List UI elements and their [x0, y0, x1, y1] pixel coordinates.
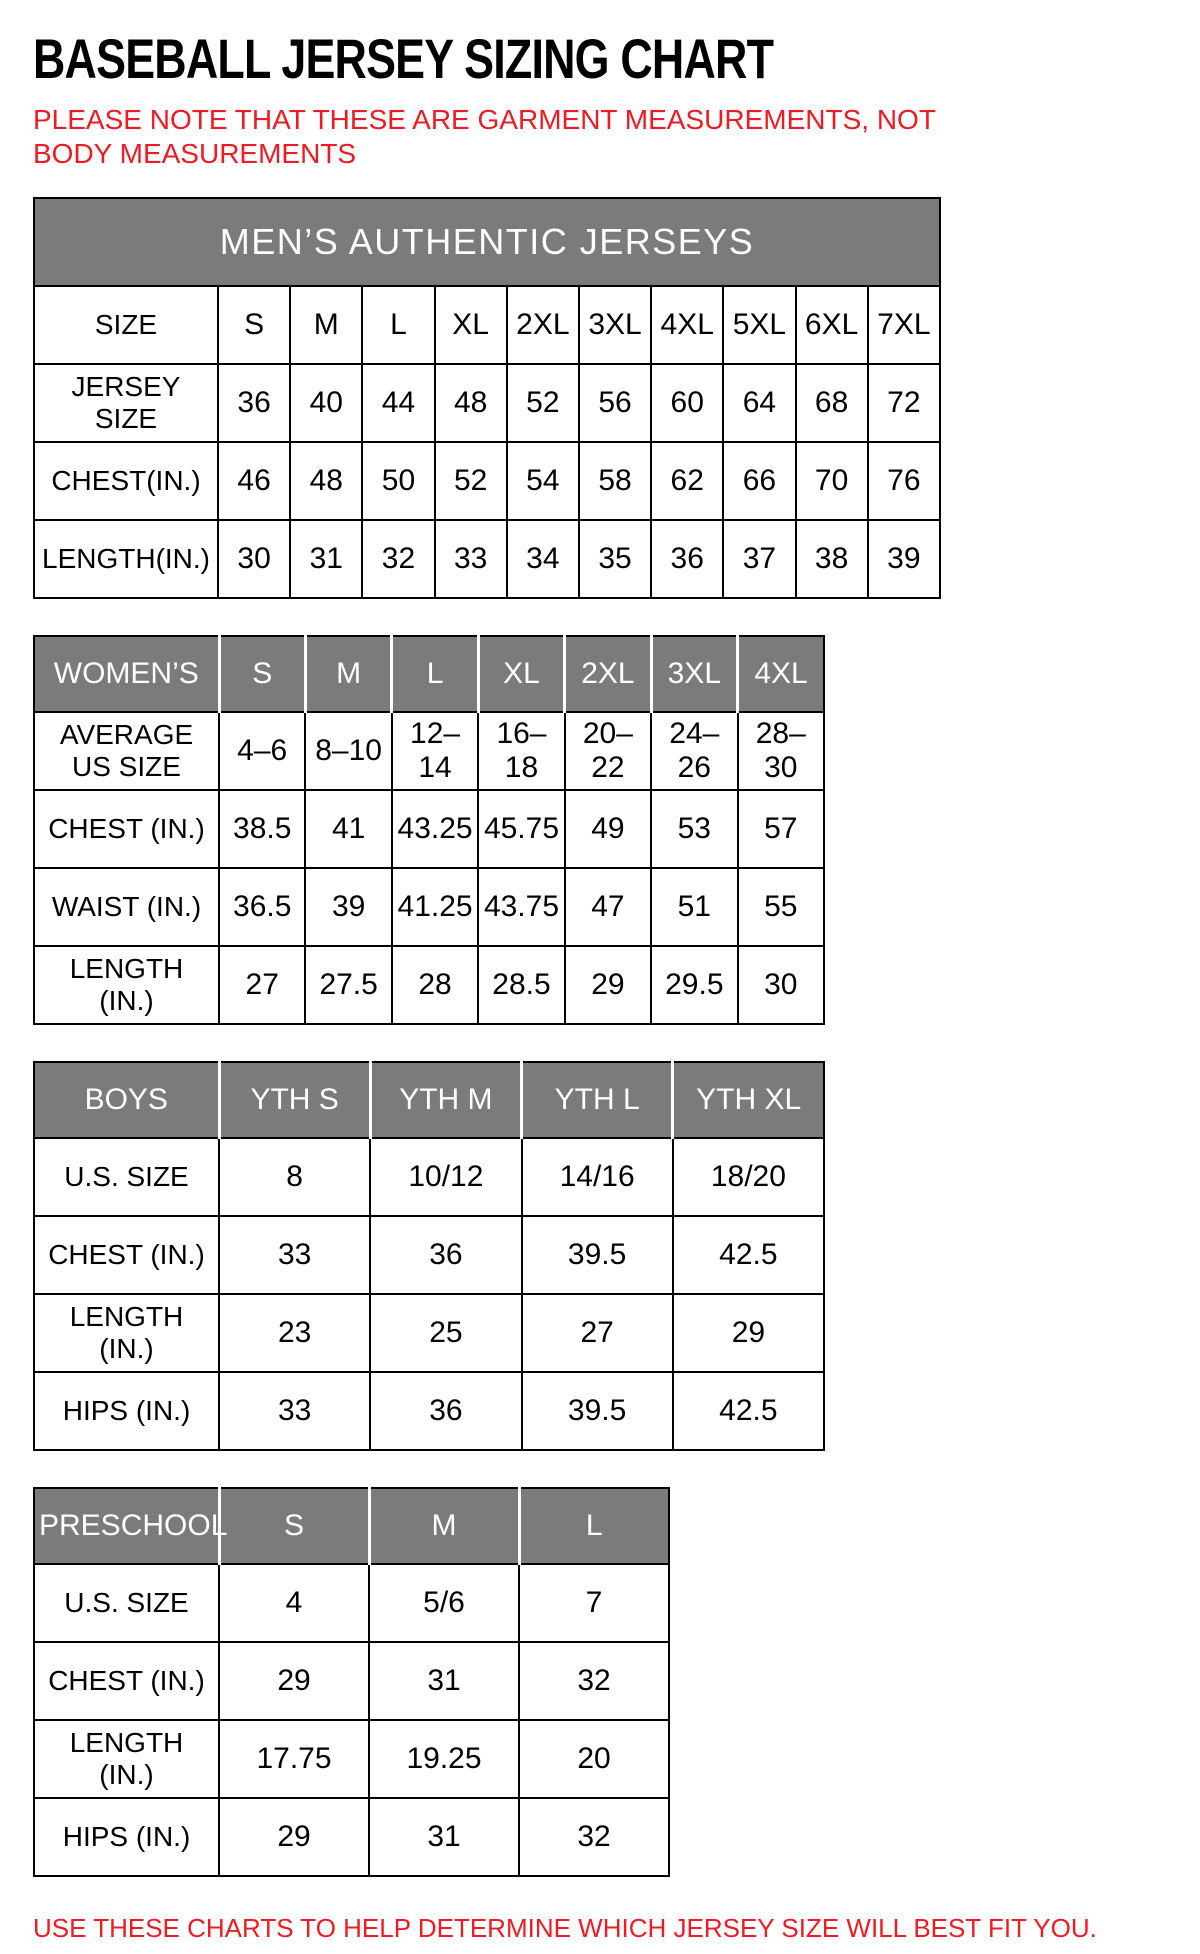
value-cell: 27.5 — [305, 946, 391, 1024]
size-header-cell: YTH XL — [673, 1062, 824, 1138]
value-cell: 31 — [369, 1642, 519, 1720]
value-cell: 17.75 — [219, 1720, 369, 1798]
value-cell: L — [362, 286, 434, 364]
value-cell: 25 — [370, 1294, 521, 1372]
table-header-row — [34, 1488, 669, 1564]
value-cell: 56 — [579, 364, 651, 442]
value-cell: 62 — [651, 442, 723, 520]
value-cell: 64 — [723, 364, 795, 442]
value-cell: 36 — [370, 1372, 521, 1450]
value-cell: 60 — [651, 364, 723, 442]
mens-table-title: MEN’S AUTHENTIC JERSEYS — [34, 198, 940, 286]
table-row — [34, 1798, 669, 1876]
value-cell: 49 — [565, 790, 651, 868]
value-cell: 51 — [651, 868, 737, 946]
row-label: U.S. SIZE — [34, 1138, 219, 1216]
value-cell: 39 — [868, 520, 940, 598]
table-row — [34, 790, 824, 868]
value-cell: 39 — [305, 868, 391, 946]
row-label: CHEST (IN.) — [34, 1642, 219, 1720]
value-cell: 12–14 — [392, 712, 478, 790]
value-cell: 29 — [673, 1294, 824, 1372]
womens-jerseys-table — [33, 635, 825, 1025]
value-cell: 54 — [507, 442, 579, 520]
size-header-cell: 3XL — [651, 636, 737, 712]
value-cell: 4 — [219, 1564, 369, 1642]
value-cell: 42.5 — [673, 1372, 824, 1450]
value-cell: 32 — [519, 1798, 669, 1876]
row-label: LENGTH (IN.) — [34, 946, 219, 1024]
table-row — [34, 868, 824, 946]
row-label: LENGTH(IN.) — [34, 520, 218, 598]
value-cell: 76 — [868, 442, 940, 520]
value-cell: 32 — [519, 1642, 669, 1720]
row-label: SIZE — [34, 286, 218, 364]
footer-note: USE THESE CHARTS TO HELP DETERMINE WHICH JERSEY SIZE WILL BEST FIT YOU. — [33, 1913, 1097, 1944]
table-row — [34, 1720, 669, 1798]
row-label: CHEST (IN.) — [34, 790, 219, 868]
size-header-cell: M — [369, 1488, 519, 1564]
value-cell: 5/6 — [369, 1564, 519, 1642]
value-cell: 19.25 — [369, 1720, 519, 1798]
value-cell: 45.75 — [478, 790, 564, 868]
preschool-jerseys-table — [33, 1487, 670, 1877]
value-cell: 7XL — [868, 286, 940, 364]
value-cell: 24–26 — [651, 712, 737, 790]
table-row — [34, 442, 940, 520]
size-header-cell: YTH M — [370, 1062, 521, 1138]
value-cell: 37 — [723, 520, 795, 598]
value-cell: 28.5 — [478, 946, 564, 1024]
value-cell: 72 — [868, 364, 940, 442]
size-header-cell: 4XL — [738, 636, 824, 712]
value-cell: 34 — [507, 520, 579, 598]
size-header-cell: YTH S — [219, 1062, 370, 1138]
value-cell: 28 — [392, 946, 478, 1024]
value-cell: 32 — [362, 520, 434, 598]
value-cell: 41 — [305, 790, 391, 868]
value-cell: 38 — [796, 520, 868, 598]
table-row — [34, 1138, 824, 1216]
page-title: BASEBALL JERSEY SIZING CHART — [33, 27, 774, 90]
value-cell: 46 — [218, 442, 290, 520]
value-cell: 3XL — [579, 286, 651, 364]
value-cell: 31 — [290, 520, 362, 598]
value-cell: 20–22 — [565, 712, 651, 790]
value-cell: 6XL — [796, 286, 868, 364]
value-cell: 27 — [219, 946, 305, 1024]
size-header-cell: S — [219, 636, 305, 712]
value-cell: 58 — [579, 442, 651, 520]
garment-measurement-note: PLEASE NOTE THAT THESE ARE GARMENT MEASUREMENTS, NOT BODY MEASUREMENTS — [33, 104, 936, 170]
table-row — [34, 1564, 669, 1642]
value-cell: 29 — [219, 1642, 369, 1720]
value-cell: 29.5 — [651, 946, 737, 1024]
row-label: HIPS (IN.) — [34, 1798, 219, 1876]
row-label: WAIST (IN.) — [34, 868, 219, 946]
value-cell: 38.5 — [219, 790, 305, 868]
size-header-cell: YTH L — [522, 1062, 673, 1138]
row-label: CHEST (IN.) — [34, 1216, 219, 1294]
value-cell: XL — [435, 286, 507, 364]
value-cell: 33 — [219, 1372, 370, 1450]
value-cell: 50 — [362, 442, 434, 520]
value-cell: 29 — [565, 946, 651, 1024]
value-cell: 14/16 — [522, 1138, 673, 1216]
table-row — [34, 1294, 824, 1372]
table-row — [34, 946, 824, 1024]
value-cell: 39.5 — [522, 1372, 673, 1450]
value-cell: 4–6 — [219, 712, 305, 790]
row-label: LENGTH (IN.) — [34, 1294, 219, 1372]
value-cell: 20 — [519, 1720, 669, 1798]
value-cell: 5XL — [723, 286, 795, 364]
row-label: LENGTH (IN.) — [34, 1720, 219, 1798]
size-header-cell: L — [519, 1488, 669, 1564]
value-cell: 7 — [519, 1564, 669, 1642]
table-header-label: WOMEN’S — [34, 636, 219, 712]
row-label: CHEST(IN.) — [34, 442, 218, 520]
value-cell: 55 — [738, 868, 824, 946]
value-cell: 28–30 — [738, 712, 824, 790]
value-cell: 8 — [219, 1138, 370, 1216]
table-header-row — [34, 1062, 824, 1138]
value-cell: M — [290, 286, 362, 364]
table-row — [34, 712, 824, 790]
value-cell: 30 — [218, 520, 290, 598]
mens-table-title-row — [34, 198, 940, 286]
value-cell: 31 — [369, 1798, 519, 1876]
value-cell: 48 — [290, 442, 362, 520]
value-cell: 57 — [738, 790, 824, 868]
size-header-cell: S — [219, 1488, 369, 1564]
size-header-cell: XL — [478, 636, 564, 712]
value-cell: 36 — [218, 364, 290, 442]
size-header-cell: L — [392, 636, 478, 712]
table-row — [34, 1216, 824, 1294]
table-header-label: BOYS — [34, 1062, 219, 1138]
value-cell: 18/20 — [673, 1138, 824, 1216]
row-label: JERSEY SIZE — [34, 364, 218, 442]
row-label: U.S. SIZE — [34, 1564, 219, 1642]
boys-jerseys-table — [33, 1061, 825, 1451]
value-cell: 29 — [219, 1798, 369, 1876]
value-cell: 47 — [565, 868, 651, 946]
value-cell: 52 — [507, 364, 579, 442]
value-cell: 33 — [435, 520, 507, 598]
value-cell: 33 — [219, 1216, 370, 1294]
table-row — [34, 520, 940, 598]
value-cell: 66 — [723, 442, 795, 520]
value-cell: 10/12 — [370, 1138, 521, 1216]
table-header-label: PRESCHOOL — [34, 1488, 219, 1564]
value-cell: 16–18 — [478, 712, 564, 790]
value-cell: 43.25 — [392, 790, 478, 868]
table-header-row — [34, 636, 824, 712]
value-cell: 52 — [435, 442, 507, 520]
value-cell: 36.5 — [219, 868, 305, 946]
value-cell: 53 — [651, 790, 737, 868]
row-label: HIPS (IN.) — [34, 1372, 219, 1450]
value-cell: 30 — [738, 946, 824, 1024]
value-cell: 2XL — [507, 286, 579, 364]
value-cell: 48 — [435, 364, 507, 442]
size-header-cell: 2XL — [565, 636, 651, 712]
mens-jerseys-table — [33, 197, 941, 599]
table-row — [34, 1642, 669, 1720]
value-cell: 36 — [651, 520, 723, 598]
value-cell: 4XL — [651, 286, 723, 364]
row-label: AVERAGE US SIZE — [34, 712, 219, 790]
table-row — [34, 1372, 824, 1450]
value-cell: 36 — [370, 1216, 521, 1294]
value-cell: 27 — [522, 1294, 673, 1372]
value-cell: 23 — [219, 1294, 370, 1372]
value-cell: 35 — [579, 520, 651, 598]
value-cell: 8–10 — [305, 712, 391, 790]
value-cell: 39.5 — [522, 1216, 673, 1294]
value-cell: 70 — [796, 442, 868, 520]
value-cell: 42.5 — [673, 1216, 824, 1294]
value-cell: 44 — [362, 364, 434, 442]
value-cell: 43.75 — [478, 868, 564, 946]
table-row — [34, 364, 940, 442]
value-cell: 40 — [290, 364, 362, 442]
size-header-cell: M — [305, 636, 391, 712]
table-row — [34, 286, 940, 364]
value-cell: 68 — [796, 364, 868, 442]
value-cell: 41.25 — [392, 868, 478, 946]
value-cell: S — [218, 286, 290, 364]
